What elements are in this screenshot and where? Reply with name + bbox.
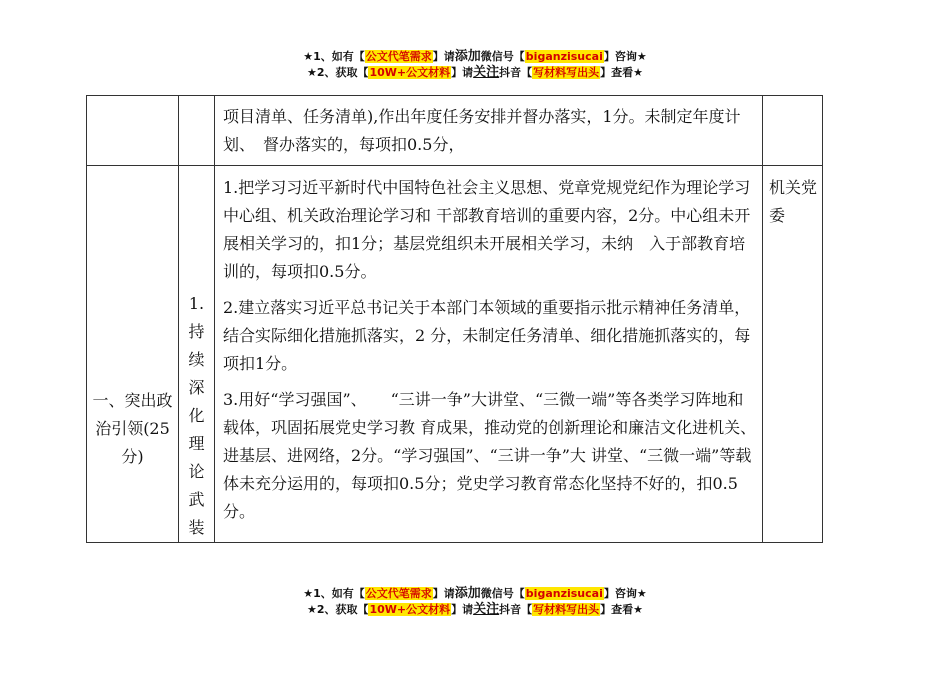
banner-text: 】请 bbox=[432, 587, 455, 600]
banner-text: 】咨询★ bbox=[603, 587, 647, 600]
subsection-char: 深 bbox=[188, 378, 205, 397]
section-title: 一、突出政治引领(25分) bbox=[87, 166, 179, 543]
footer-banner bbox=[0, 586, 950, 618]
banner-text: 添加 bbox=[454, 49, 481, 64]
table-row bbox=[87, 166, 823, 543]
banner-text: 微信号【 bbox=[480, 50, 525, 63]
table-row bbox=[87, 96, 823, 166]
empty-cell bbox=[87, 96, 179, 166]
banner-highlight: 10W+公文材料 bbox=[369, 603, 451, 616]
continuation-cell bbox=[215, 96, 763, 166]
subsection-char: 论 bbox=[188, 462, 205, 481]
banner-text: ★2、获取【 bbox=[306, 66, 369, 79]
banner-text: ★1、如有【 bbox=[303, 50, 365, 63]
assessment-item-3: 3.用好“学习强国”、 “三讲一争”大讲堂、“三微一端”等各类学习阵地和载体，巩固拓展党史学习教 育成果，推动党的创新理论和廉洁文化进机关、进基层、进网络，2分。“学习强国”、“三讲一争”大 讲堂、“三微一端”等载体未充分运用的，每项扣0.5分；党史学习教育常态化坚持不好的，扣0.5分。 bbox=[223, 390, 757, 521]
banner-highlight: 公文代笔需求 bbox=[365, 587, 432, 600]
banner-text: 关注 bbox=[473, 65, 500, 80]
continuation-text: 项目清单、任务清单),作出年度任务安排并督办落实，1分。未制定年度计划、 督办落实的，每项扣0.5分， bbox=[223, 107, 741, 154]
banner-highlight: 公文代笔需求 bbox=[365, 50, 432, 63]
banner-highlight: 写材料写出头 bbox=[533, 66, 600, 79]
banner-text: 抖音【 bbox=[499, 603, 533, 616]
subsection-char: 持 bbox=[188, 322, 205, 341]
banner-text: 添加 bbox=[454, 586, 481, 601]
empty-cell bbox=[763, 96, 823, 166]
banner-text: 】请 bbox=[432, 50, 455, 63]
banner-highlight: 写材料写出头 bbox=[533, 603, 600, 616]
banner-highlight: biganzisucai bbox=[525, 587, 603, 600]
assessment-table bbox=[86, 95, 823, 543]
banner-text: 微信号【 bbox=[480, 587, 525, 600]
subsection-title bbox=[179, 166, 215, 543]
subsection-char: 理 bbox=[188, 434, 205, 453]
subsection-char: 武 bbox=[188, 490, 205, 509]
banner-text: 】请 bbox=[451, 603, 474, 616]
subsection-char: 1. bbox=[188, 294, 205, 313]
subsection-char: 化 bbox=[188, 406, 205, 425]
subsection-char: 装 bbox=[188, 518, 205, 537]
items-cell bbox=[215, 166, 763, 543]
assessment-item-2: 2.建立落实习近平总书记关于本部门本领域的重要指示批示精神任务清单，结合实际细化措施抓落实，2 分，未制定任务清单、细化措施抓落实的，每项扣1分。 bbox=[223, 298, 751, 373]
banner-text: 关注 bbox=[473, 602, 500, 617]
banner-text: 】咨询★ bbox=[603, 50, 647, 63]
banner-line-2 bbox=[0, 65, 950, 81]
banner-text: 抖音【 bbox=[499, 66, 533, 79]
banner-text: ★2、获取【 bbox=[306, 603, 369, 616]
banner-text: 】查看★ bbox=[600, 603, 644, 616]
empty-cell bbox=[179, 96, 215, 166]
banner-text: 】查看★ bbox=[600, 66, 644, 79]
subsection-char: 续 bbox=[188, 350, 205, 369]
assessment-item-1: 1.把学习习近平新时代中国特色社会主义思想、党章党规党纪作为理论学习中心组、机关政治理论学习和 干部教育培训的重要内容，2分。中心组未开展相关学习的，扣1分；基层党组织未开展相关学习，未纳 入于部教育培训的，每项扣0.5分。 bbox=[223, 178, 751, 281]
banner-line-1 bbox=[0, 586, 950, 602]
banner-text: ★1、如有【 bbox=[303, 587, 365, 600]
banner-highlight: biganzisucai bbox=[525, 50, 603, 63]
banner-line-1 bbox=[0, 49, 950, 65]
header-banner bbox=[0, 49, 950, 81]
responsible-unit: 机关党委 bbox=[763, 166, 823, 543]
banner-line-2 bbox=[0, 602, 950, 618]
banner-highlight: 10W+公文材料 bbox=[369, 66, 451, 79]
banner-text: 】请 bbox=[451, 66, 474, 79]
